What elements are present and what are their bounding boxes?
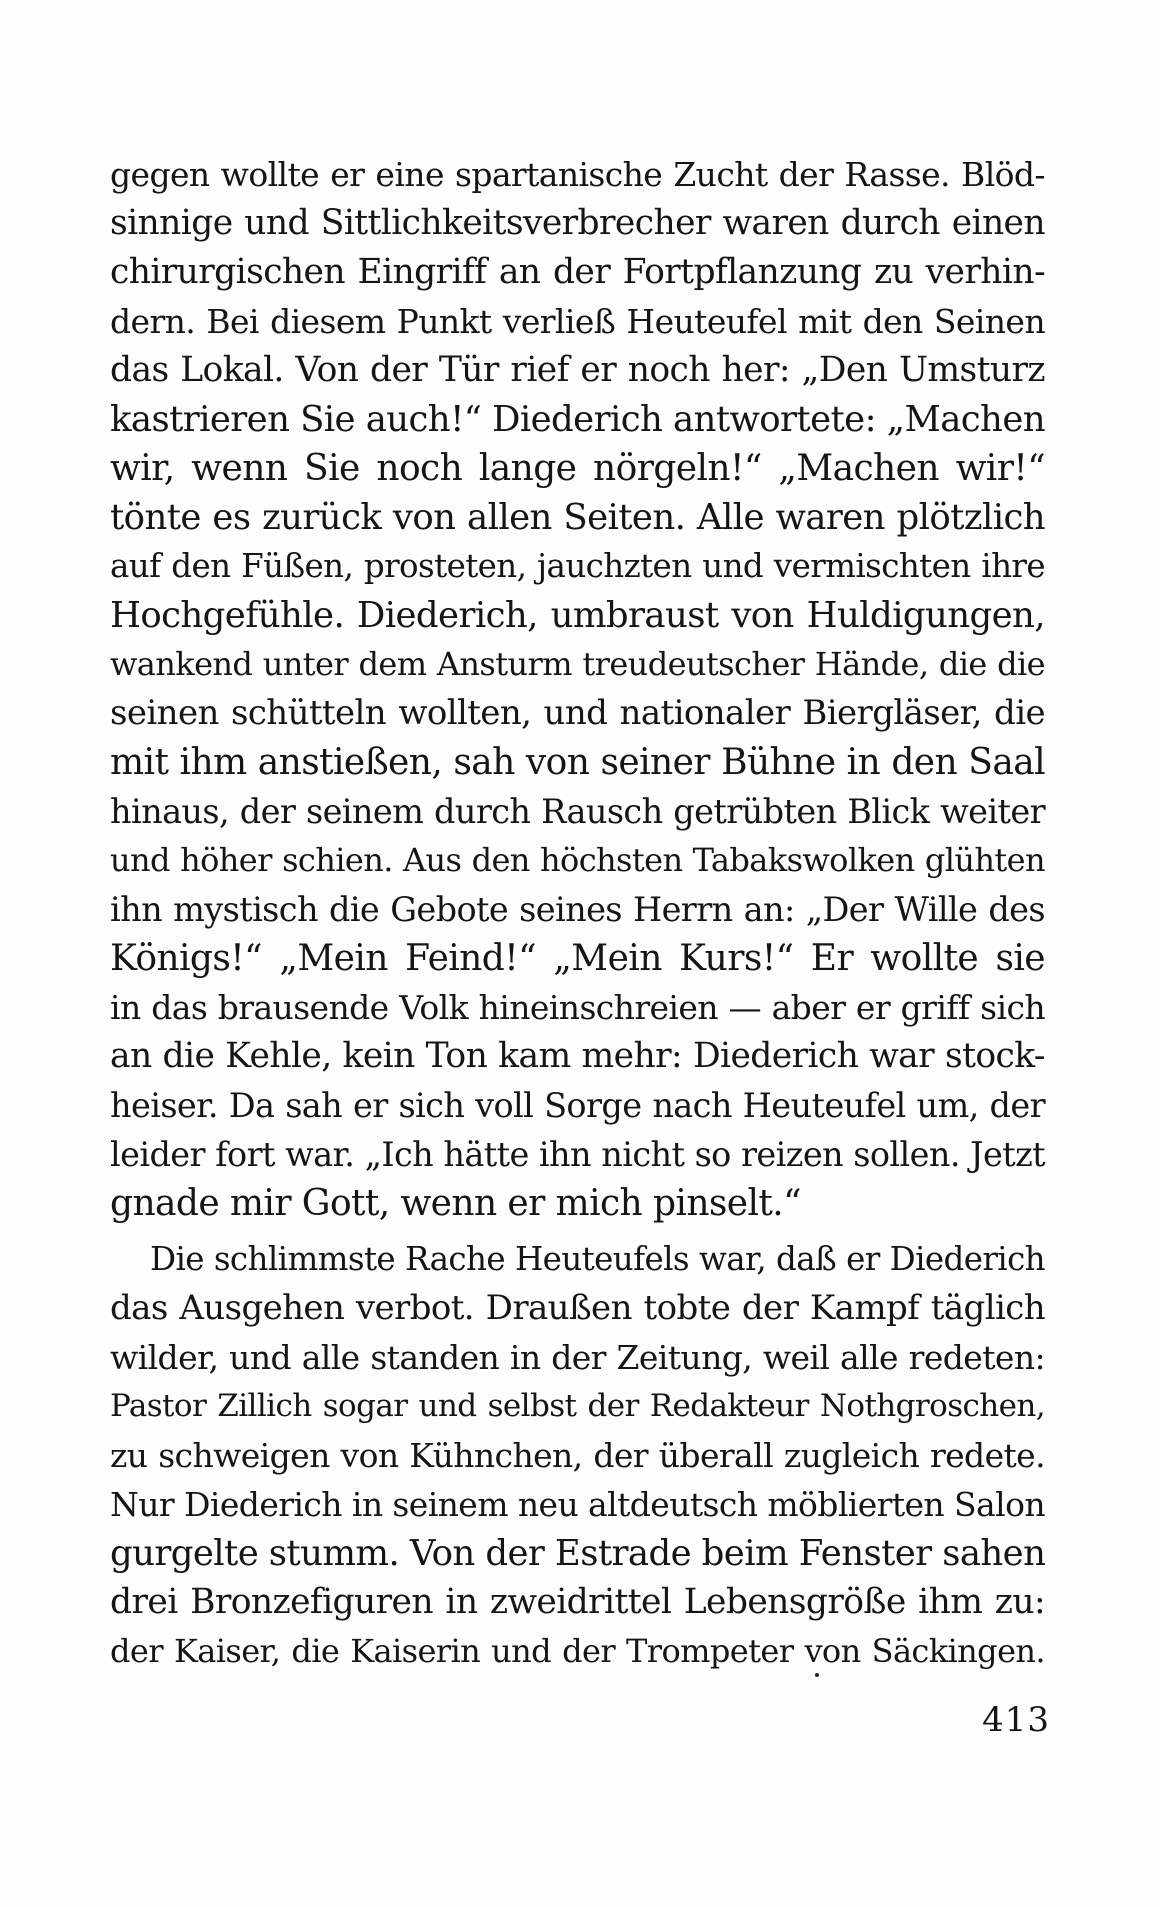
text-line: Nur Diederich in seinem neu altdeutsch möblierten Salon (110, 1485, 1045, 1524)
text-line: gegen wollte er eine spartanische Zucht der Rasse. Blöd- (110, 155, 1045, 194)
text-line: gnade mir Gott, wenn er mich pinselt.“ (110, 1183, 801, 1224)
text-line: heiser. Da sah er sich voll Sorge nach Heuteufel um, der (110, 1086, 1045, 1125)
text-line: das Ausgehen verbot. Draußen tobte der Kampf täglich (110, 1288, 1045, 1328)
paragraph-1 (110, 150, 1045, 1228)
text-line: drei Bronzefiguren in zweidrittel Lebensgröße ihm zu: (110, 1582, 1045, 1622)
text-line: Königs!“ „Mein Feind!“ „Mein Kurs!“ Er wollte sie (110, 938, 1045, 979)
text-line: hinaus, der seinem durch Rausch getrübten Blick weiter (110, 792, 1045, 831)
text-line: zu schweigen von Kühnchen, der überall zugleich redete. (110, 1436, 1045, 1475)
text-line: mit ihm anstießen, sah von seiner Bühne in den Saal (110, 742, 1045, 783)
text-line: auf den Füßen, prosteten, jauchzten und vermischten ihre (110, 547, 1045, 585)
ink-speck (815, 1673, 819, 1677)
text-line: tönte es zurück von allen Seiten. Alle waren plötzlich (110, 497, 1045, 538)
text-line: wir, wenn Sie noch lange nörgeln!“ „Machen wir!“ (110, 448, 1045, 489)
paragraph-2 (110, 1235, 1045, 1676)
text-line: wankend unter dem Ansturm treudeutscher Hände, die die (110, 645, 1045, 683)
text-line: leider fort war. „Ich hätte ihn nicht so reizen sollen. Jetzt (110, 1135, 1045, 1174)
text-line: Die schlimmste Rache Heuteufels war, daß er Diederich (150, 1240, 1045, 1278)
text-line: kastrieren Sie auch!“ Diederich antwortete: „Machen (110, 399, 1045, 440)
text-line: in das brausende Volk hineinschreien — aber er griff sich (110, 988, 1045, 1027)
text-line: der Kaiser, die Kaiserin und der Trompeter von Säckingen. (110, 1632, 1045, 1670)
text-line: ihn mystisch die Gebote seines Herrn an: „Der Wille des (110, 890, 1045, 929)
text-line: sinnige und Sittlichkeitsverbrecher waren durch einen (110, 203, 1045, 243)
text-line: Hochgefühle. Diederich, umbraust von Huldigungen, (110, 595, 1045, 636)
page-number: 413 (982, 1700, 1050, 1740)
text-line: das Lokal. Von der Tür rief er noch her: „Den Umsturz (110, 350, 1045, 390)
text-line: wilder, und alle standen in der Zeitung, weil alle redeten: (110, 1338, 1045, 1377)
text-line: Pastor Zillich sogar und selbst der Redakteur Nothgroschen, (110, 1388, 1045, 1424)
text-line: und höher schien. Aus den höchsten Tabakswolken glühten (110, 841, 1045, 879)
text-line: gurgelte stumm. Von der Estrade beim Fenster sahen (110, 1533, 1046, 1574)
text-line: chirurgischen Eingriff an der Fortpflanzung zu verhin- (110, 252, 1045, 292)
text-line: dern. Bei diesem Punkt verließ Heuteufel mit den Seinen (110, 302, 1045, 341)
text-line: seinen schütteln wollten, und nationaler Biergläser, die (110, 693, 1045, 733)
text-line: an die Kehle, kein Ton kam mehr: Diederich war stock- (110, 1036, 1045, 1076)
